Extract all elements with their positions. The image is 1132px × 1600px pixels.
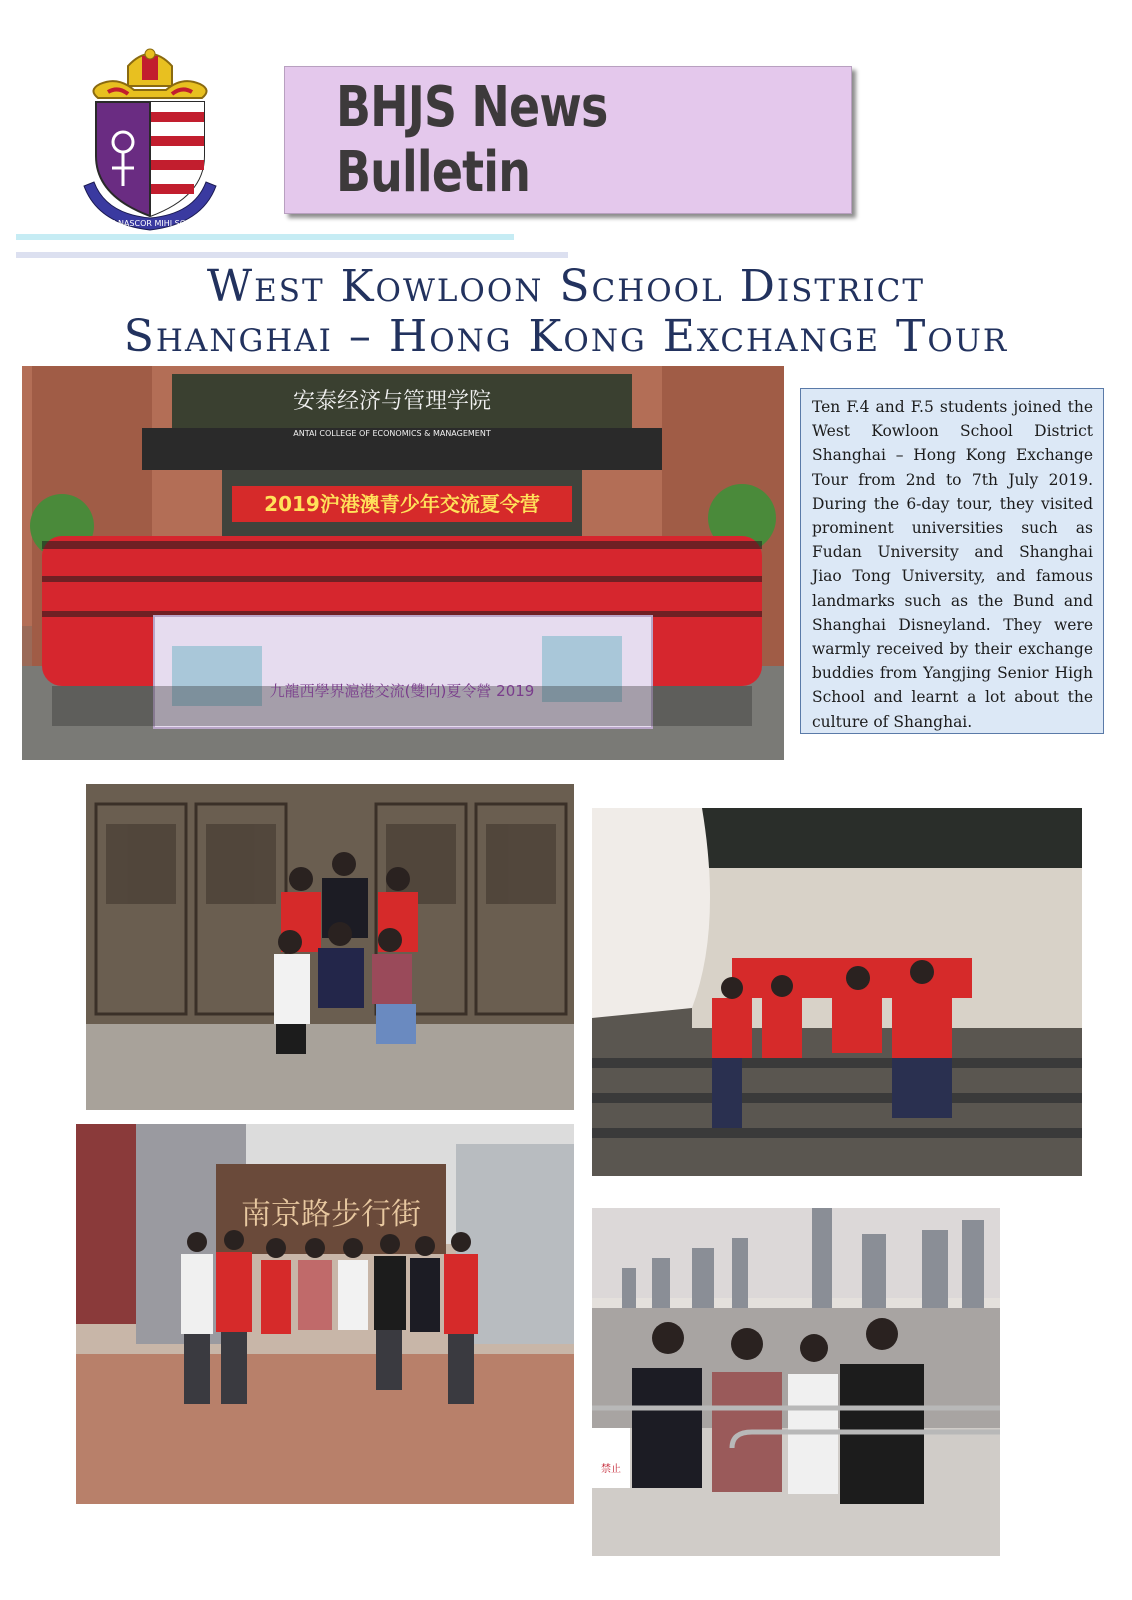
- bulletin-title: BHJS News Bulletin: [335, 75, 608, 205]
- photo-nanjing-road: [76, 1124, 574, 1504]
- street-sign-text: 南京路步行街: [241, 1197, 421, 1232]
- red-banner-text: 2019沪港澳青少年交流夏令营: [264, 492, 540, 516]
- article-headline: [0, 262, 1132, 362]
- article-text-box: [800, 388, 1104, 734]
- divider: [16, 234, 514, 240]
- bulletin-header: [284, 66, 852, 214]
- boat-sign-text: 禁止: [601, 1464, 621, 1475]
- white-banner-text: 九龍西學界滬港交流(雙向)夏令營 2019: [269, 682, 535, 700]
- group-photo-antai-college: [22, 366, 784, 760]
- photo-the-bund: [592, 1208, 1000, 1556]
- building-sign-cn: 安泰经济与管理学院: [292, 389, 492, 414]
- photo-students-on-steps: [592, 808, 1082, 1176]
- building-sign-en: ANTAI COLLEGE OF ECONOMICS & MANAGEMENT: [293, 429, 491, 438]
- school-crest-logo: [78, 46, 222, 232]
- photo-wooden-doors: [86, 784, 574, 1110]
- headline-line-2: Shanghai – Hong Kong Exchange Tour: [123, 311, 1009, 362]
- article-body: Ten F.4 and F.5 students joined the West Kowloon School District Shanghai – Hong Kong Exchange Tour from 2nd to 7th July 2019. During the 6-day tour, they visited prominent universities such as Fudan University and Shanghai Jiao Tong University, and famous landmarks such as the Bund and Shanghai Disneyland. They were warmly received by their exchange buddies from Yangjing Senior High School and learnt a lot about the culture of Shanghai.: [812, 398, 1093, 731]
- divider: [16, 252, 568, 258]
- crest-motto-text: NON NASCOR MIHI SOLUM: [97, 219, 203, 228]
- headline-line-1: West Kowloon School District: [206, 261, 926, 312]
